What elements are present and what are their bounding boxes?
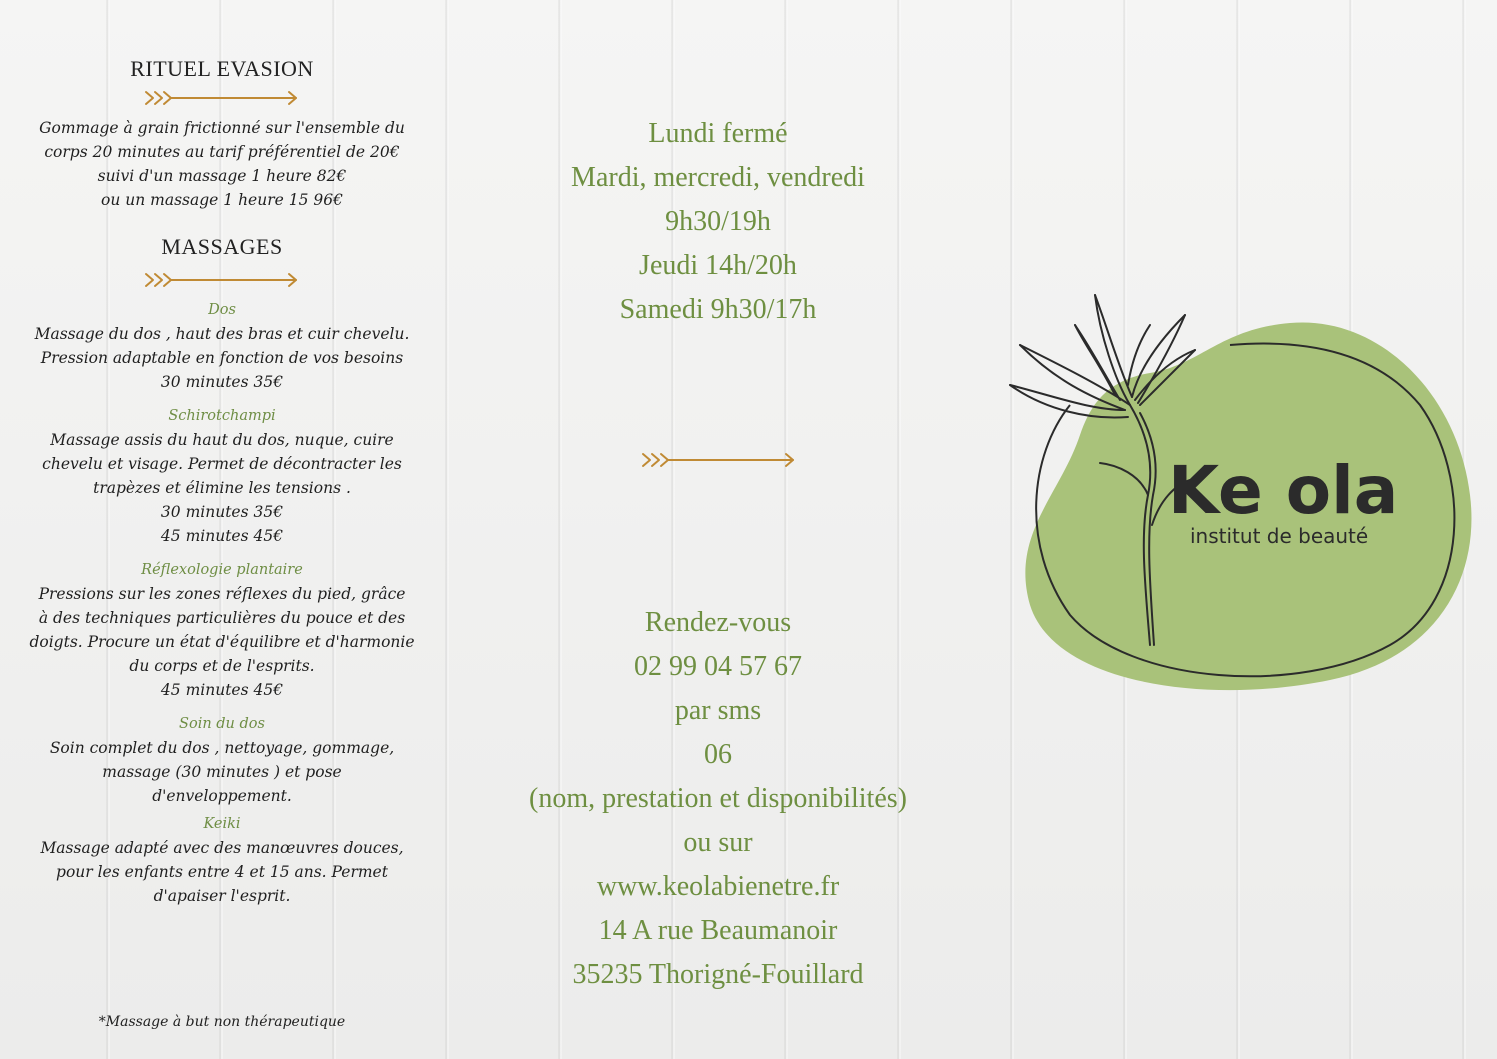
massage-item <box>16 812 428 908</box>
rituel-line: corps 20 minutes au tarif préférentiel de 20€ <box>44 143 400 161</box>
arrow-icon <box>144 88 300 108</box>
contact-line: ou sur <box>683 827 753 858</box>
massage-title: Dos <box>208 302 236 318</box>
massage-line: 30 minutes 35€ <box>160 373 284 391</box>
massage-title: Réflexologie plantaire <box>141 562 303 578</box>
massage-item <box>16 404 428 548</box>
massage-line: Pression adaptable en fonction de vos besoins <box>40 349 404 367</box>
massage-line: 45 minutes 45€ <box>160 681 284 699</box>
address-line: 35235 Thorigné-Fouillard <box>572 959 864 990</box>
contact-line: par sms <box>674 695 762 726</box>
massage-line: massage (30 minutes ) et pose <box>102 763 342 781</box>
massage-line: doigts. Procure un état d'équilibre et d'harmonie <box>29 633 415 651</box>
footnote: *Massage à but non thérapeutique <box>98 1014 346 1030</box>
massage-line: chevelu et visage. Permet de décontracter les <box>42 455 402 473</box>
massage-line: 30 minutes 35€ <box>160 503 284 521</box>
massage-line: Massage du dos , haut des bras et cuir chevelu. <box>34 325 410 343</box>
massage-line: Pressions sur les zones réflexes du pied, grâce <box>38 585 406 603</box>
massage-line: du corps et de l'esprits. <box>129 657 315 675</box>
rituel-heading: RITUEL EVASION <box>130 56 314 81</box>
massage-item <box>16 558 428 702</box>
hours-line: 9h30/19h <box>665 206 771 237</box>
left-panel <box>16 56 428 908</box>
massage-item <box>16 298 428 394</box>
massage-line: trapèzes et élimine les tensions . <box>93 479 351 497</box>
website-link[interactable]: www.keolabienetre.fr <box>596 871 840 902</box>
contact-line: Rendez-vous <box>644 607 792 638</box>
massage-line: d'enveloppement. <box>152 787 292 805</box>
phone-number: 02 99 04 57 67 <box>634 651 802 682</box>
hours-line: Mardi, mercredi, vendredi <box>571 162 865 193</box>
massage-item <box>16 712 428 808</box>
hours-line: Lundi fermé <box>648 118 788 149</box>
massage-line: Soin complet du dos , nettoyage, gommage, <box>49 739 395 757</box>
address-line: 14 A rue Beaumanoir <box>598 915 838 946</box>
massage-line: pour les enfants entre 4 et 15 ans. Permet <box>56 863 388 881</box>
rituel-line: Gommage à grain frictionné sur l'ensemble du <box>39 119 405 137</box>
massage-title: Schirotchampi <box>168 408 276 424</box>
massage-line: Massage assis du haut du dos, nuque, cuire <box>50 431 394 449</box>
massage-line: Massage adapté avec des manœuvres douces, <box>40 839 404 857</box>
massages-heading: MASSAGES <box>161 234 283 259</box>
rituel-line: suivi d'un massage 1 heure 82€ <box>97 167 347 185</box>
arrow-icon <box>144 270 300 290</box>
logo <box>1000 285 1480 709</box>
logo-name: Ke ola <box>1168 452 1399 529</box>
arrow-icon <box>641 450 797 470</box>
rituel-description <box>16 116 428 212</box>
massage-line: 45 minutes 45€ <box>160 527 284 545</box>
rituel-line: ou un massage 1 heure 15 96€ <box>101 191 343 209</box>
logo-tagline: institut de beauté <box>1190 524 1369 548</box>
massage-title: Keiki <box>203 816 241 832</box>
contact-info <box>468 601 968 997</box>
sms-number: 06 <box>704 739 732 770</box>
massage-line: à des techniques particulières du pouce et des <box>38 609 406 627</box>
opening-hours <box>468 112 968 332</box>
hours-line: Jeudi 14h/20h <box>639 250 797 281</box>
flower-icon <box>1000 285 1480 705</box>
hours-line: Samedi 9h30/17h <box>619 294 817 325</box>
contact-line: (nom, prestation et disponibilités) <box>529 783 907 814</box>
massage-title: Soin du dos <box>179 716 265 732</box>
massage-line: d'apaiser l'esprit. <box>153 887 291 905</box>
